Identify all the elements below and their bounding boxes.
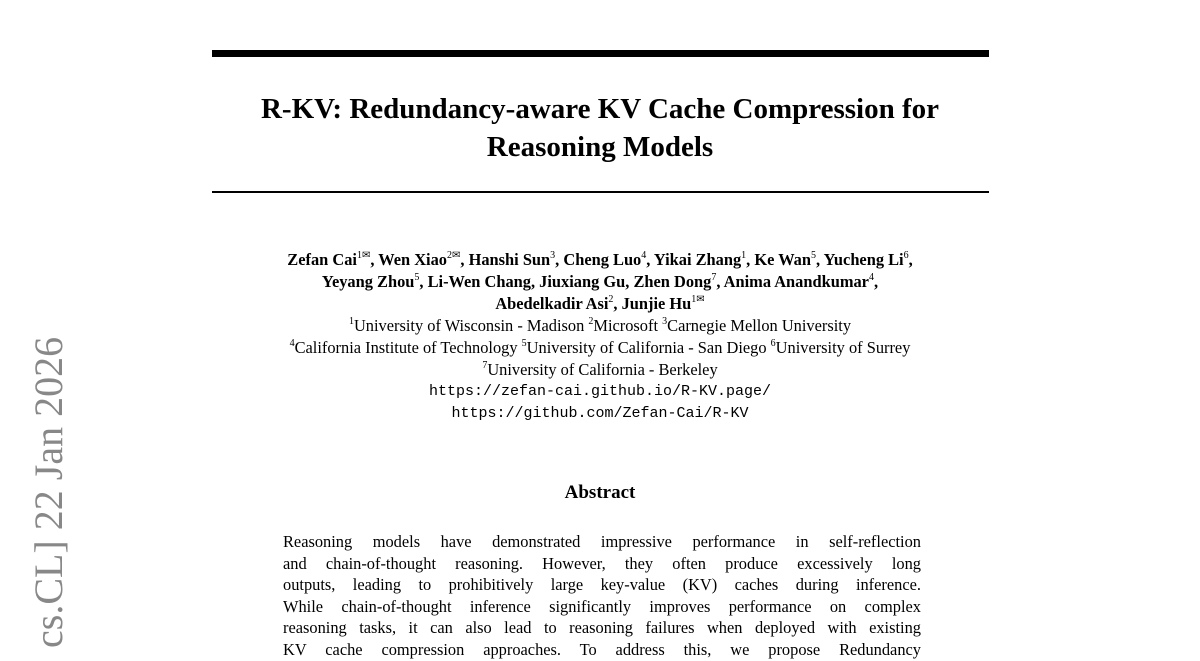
arxiv-identifier-stamp: cs.CL] 22 Jan 2026 bbox=[26, 336, 71, 648]
github-link[interactable]: https://github.com/Zefan-Cai/R-KV bbox=[451, 405, 749, 422]
abstract-heading: Abstract bbox=[564, 482, 636, 503]
author-affil-mark: 1✉ bbox=[691, 293, 705, 305]
author-affil-mark: 5 bbox=[414, 271, 420, 283]
author-line-2: Yeyang Zhou$^5$, Li-Wen Chang, Jiuxiang Gu, Zhen Dong$^7$, Anima Anandkumar$^4$, bbox=[321, 271, 879, 291]
author-affil-mark: 4 bbox=[868, 271, 874, 283]
abstract-line: Reasoning models have demonstrated impressive performance in self-reflection bbox=[283, 532, 921, 551]
affiliation: University of Wisconsin - Madison bbox=[353, 316, 585, 335]
affiliation-line-3 bbox=[150, 359, 1050, 381]
affiliation: Carnegie Mellon University bbox=[667, 316, 852, 335]
author: Abedelkadir Asi bbox=[495, 294, 609, 313]
author: Jiuxiang Gu bbox=[539, 272, 626, 291]
author: Anima Anandkumar bbox=[723, 272, 869, 291]
affil-mark: 7 bbox=[482, 359, 488, 371]
author-list bbox=[150, 249, 1050, 315]
affil-mark: 6 bbox=[770, 337, 776, 349]
affil-mark: 4 bbox=[289, 337, 295, 349]
author: Ke Wan bbox=[754, 250, 811, 269]
abstract-line: outputs, leading to prohibitively large key-value (KV) caches during inference. bbox=[283, 575, 921, 595]
title-top-rule bbox=[212, 50, 989, 57]
title-bottom-rule bbox=[212, 191, 989, 193]
author: Hanshi Sun bbox=[468, 250, 551, 269]
author-affil-mark: 2 bbox=[608, 293, 614, 305]
author: Yeyang Zhou bbox=[321, 272, 415, 291]
author: Zhen Dong bbox=[633, 272, 712, 291]
affiliation: University of California - San Diego bbox=[526, 338, 767, 357]
title-line-2: Reasoning Models bbox=[486, 131, 714, 163]
affiliation: Microsoft bbox=[593, 316, 659, 335]
affiliation: University of California - Berkeley bbox=[487, 360, 718, 379]
affiliation: California Institute of Technology bbox=[294, 338, 518, 357]
author: Yucheng Li bbox=[823, 250, 904, 269]
title-line-1: R-KV: Redundancy-aware KV Cache Compression for bbox=[260, 93, 940, 125]
paper-title bbox=[190, 90, 1010, 166]
author: Junjie Hu bbox=[621, 294, 692, 313]
affiliations bbox=[150, 315, 1050, 425]
author: Wen Xiao bbox=[378, 250, 448, 269]
author-affil-mark: 5 bbox=[811, 249, 816, 261]
affiliation-line-1 bbox=[150, 315, 1050, 337]
affiliation: University of Surrey bbox=[775, 338, 911, 357]
author-affil-mark: 1 bbox=[741, 249, 747, 261]
author: Li-Wen Chang bbox=[427, 272, 531, 291]
author-line-3: Abedelkadir Asi$^2$, Junjie $Hu^{1✉}$ bbox=[495, 293, 705, 313]
abstract-line: While chain-of-thought inference significantly improves performance on complex bbox=[283, 596, 921, 616]
affil-mark: 3 bbox=[662, 315, 668, 327]
author: Yikai Zhang bbox=[653, 250, 742, 269]
author: Zefan Cai bbox=[287, 250, 357, 269]
abstract-line: KV cache compression approaches. To address this, we propose Redundancy bbox=[283, 639, 921, 659]
author-affil-mark: 2✉ bbox=[447, 249, 461, 261]
author-affil-mark: 1✉ bbox=[356, 249, 371, 261]
affil-mark: 1 bbox=[348, 315, 354, 327]
author-line-1: Zefan Cai$^{1✉}$, Wen Xiao$^{2✉}$, Hanshi Sun$^3$, Cheng Luo$^4$, Yikai Zhang$^1$, Ke Wan$^5$, Yucheng Li$^6$, bbox=[287, 249, 913, 269]
affiliation-line-2 bbox=[150, 337, 1050, 359]
author-affil-mark: 3 bbox=[550, 249, 556, 261]
affil-mark: 2 bbox=[588, 315, 594, 327]
author: Cheng Luo bbox=[563, 250, 642, 269]
author-affil-mark: 7 bbox=[711, 271, 717, 283]
abstract-line: and chain-of-thought reasoning. However, they often produce excessively long bbox=[283, 553, 921, 573]
author-affil-mark: 4 bbox=[641, 249, 647, 261]
affil-mark: 5 bbox=[521, 337, 527, 349]
project-page-link[interactable]: https://zefan-cai.github.io/R-KV.page/ bbox=[428, 383, 772, 400]
author-affil-mark: 6 bbox=[903, 249, 909, 261]
abstract-line: reasoning tasks, it can also lead to reasoning failures when deployed with existing bbox=[283, 618, 921, 638]
abstract-body bbox=[283, 531, 921, 661]
